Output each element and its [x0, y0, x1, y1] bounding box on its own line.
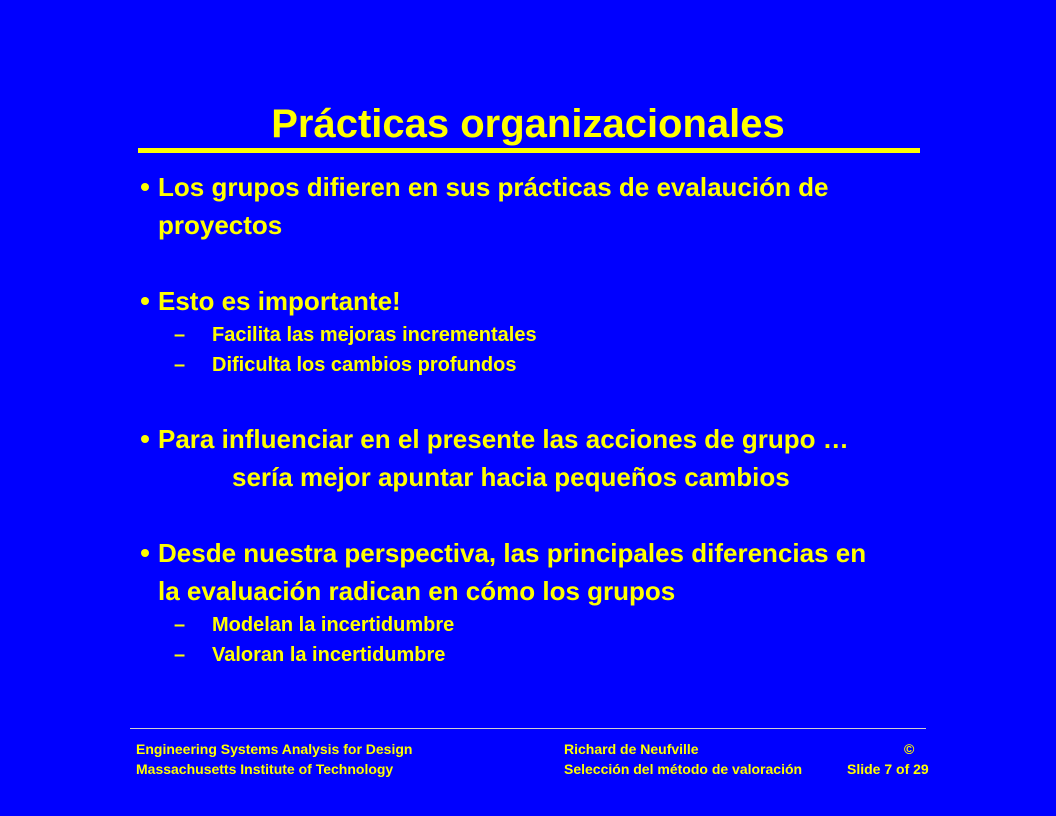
bullet-text: Los grupos difieren en sus prácticas de evalaución de	[158, 172, 829, 202]
sub-bullet-list	[158, 610, 866, 670]
bullet-dot-icon	[141, 435, 149, 443]
bullet-dot-icon	[141, 549, 149, 557]
bullet-dot-icon	[141, 297, 149, 305]
dash-icon: –	[174, 354, 186, 376]
footer-divider	[130, 728, 926, 729]
footer-copyright: ©	[904, 741, 915, 757]
sub-bullet-item	[158, 610, 866, 640]
bullet-item	[130, 534, 866, 670]
dash-icon: –	[174, 324, 186, 346]
bullet-item	[130, 282, 537, 380]
bullet-text: Esto es importante!	[158, 286, 401, 316]
footer-topic: Selección del método de valoración	[564, 761, 803, 777]
slide-title: Prácticas organizacionales	[271, 102, 785, 146]
bullet-text-continuation: la evaluación radican en cómo los grupos	[158, 576, 676, 606]
sub-bullet-text: Modelan la incertidumbre	[212, 614, 455, 636]
sub-bullet-list	[158, 320, 537, 380]
bullet-text-continuation: sería mejor apuntar hacia pequeños cambios	[232, 462, 790, 492]
footer-slide-number: Slide 7 of 29	[847, 761, 929, 777]
sub-bullet-text: Dificulta los cambios profundos	[212, 354, 517, 376]
dash-icon: –	[174, 614, 186, 636]
bullet-item	[130, 168, 828, 244]
footer-institution: Massachusetts Institute of Technology	[136, 761, 394, 777]
sub-bullet-item	[158, 320, 537, 350]
bullet-text: Para influenciar en el presente las acciones de grupo …	[158, 424, 849, 454]
dash-icon: –	[174, 644, 186, 666]
title-underline	[138, 148, 920, 153]
footer-course: Engineering Systems Analysis for Design	[136, 741, 413, 757]
footer-author: Richard de Neufville	[564, 741, 699, 757]
sub-bullet-text: Facilita las mejoras incrementales	[212, 324, 537, 346]
sub-bullet-text: Valoran la incertidumbre	[212, 644, 446, 666]
bullet-item	[130, 420, 849, 496]
bullet-text-continuation: proyectos	[158, 210, 283, 240]
bullet-text: Desde nuestra perspectiva, las principales diferencias en	[158, 538, 867, 568]
sub-bullet-item	[158, 350, 537, 380]
bullet-dot-icon	[141, 183, 149, 191]
sub-bullet-item	[158, 640, 866, 670]
